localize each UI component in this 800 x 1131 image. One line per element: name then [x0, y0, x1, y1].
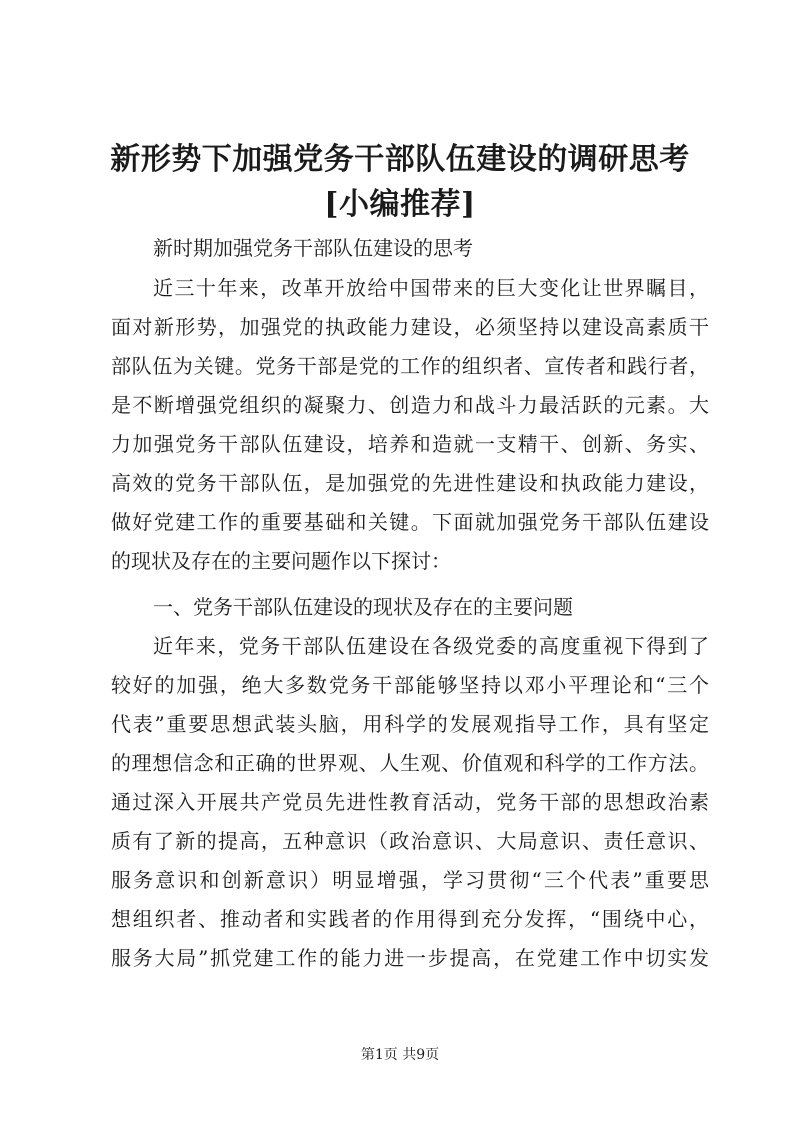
section-heading: 新时期加强党务干部队伍建设的思考	[153, 236, 473, 260]
paragraph-line: 服务大局”抓党建工作的能力进一步提高，在党建工作中切实发	[111, 946, 709, 970]
paragraph-line: 面对新形势，加强党的执政能力建设，必须坚持以建设高素质干	[111, 315, 709, 339]
paragraph-line: 代表”重要思想武装头脑，用科学的发展观指导工作，具有坚定	[111, 712, 709, 736]
paragraph-line: 做好党建工作的重要基础和关键。下面就加强党务干部队伍建设	[111, 510, 709, 534]
page-number: 第1页 共9页	[360, 1047, 440, 1063]
paragraph-line: 高效的党务干部队伍，是加强党的先进性建设和执政能力建设，	[111, 471, 709, 495]
paragraph-line: 部队伍为关键。党务干部是党的工作的组织者、宣传者和践行者，	[111, 354, 709, 378]
paragraph-line: 服务意识和创新意识）明显增强，学习贯彻“三个代表”重要思	[111, 868, 709, 892]
paragraph-line: 的理想信念和正确的世界观、人生观、价值观和科学的工作方法。	[111, 751, 709, 775]
paragraph-line: 是不断增强党组织的凝聚力、创造力和战斗力最活跃的元素。大	[111, 393, 709, 417]
paragraph-line: 通过深入开展共产党员先进性教育活动，党务干部的思想政治素	[111, 790, 709, 814]
paragraph-line: 近年来，党务干部队伍建设在各级党委的高度重视下得到了	[153, 634, 709, 658]
paragraph-line: 质有了新的提高，五种意识（政治意识、大局意识、责任意识、	[111, 829, 709, 853]
paragraph-line: 想组织者、推动者和实践者的作用得到充分发挥，“围绕中心，	[111, 907, 709, 931]
paragraph-line: 较好的加强，绝大多数党务干部能够坚持以邓小平理论和“三个	[111, 673, 709, 697]
paragraph-line: 的现状及存在的主要问题作以下探讨：	[111, 549, 451, 573]
paragraph-line: 力加强党务干部队伍建设，培养和造就一支精干、创新、务实、	[111, 432, 709, 456]
paragraph-line: 近三十年来，改革开放给中国带来的巨大变化让世界瞩目，	[153, 276, 709, 300]
document-title-line-2: [小编推荐]	[324, 187, 476, 222]
section-heading: 一、党务干部队伍建设的现状及存在的主要问题	[153, 595, 573, 619]
document-title-line-1: 新形势下加强党务干部队伍建设的调研思考	[110, 142, 690, 177]
